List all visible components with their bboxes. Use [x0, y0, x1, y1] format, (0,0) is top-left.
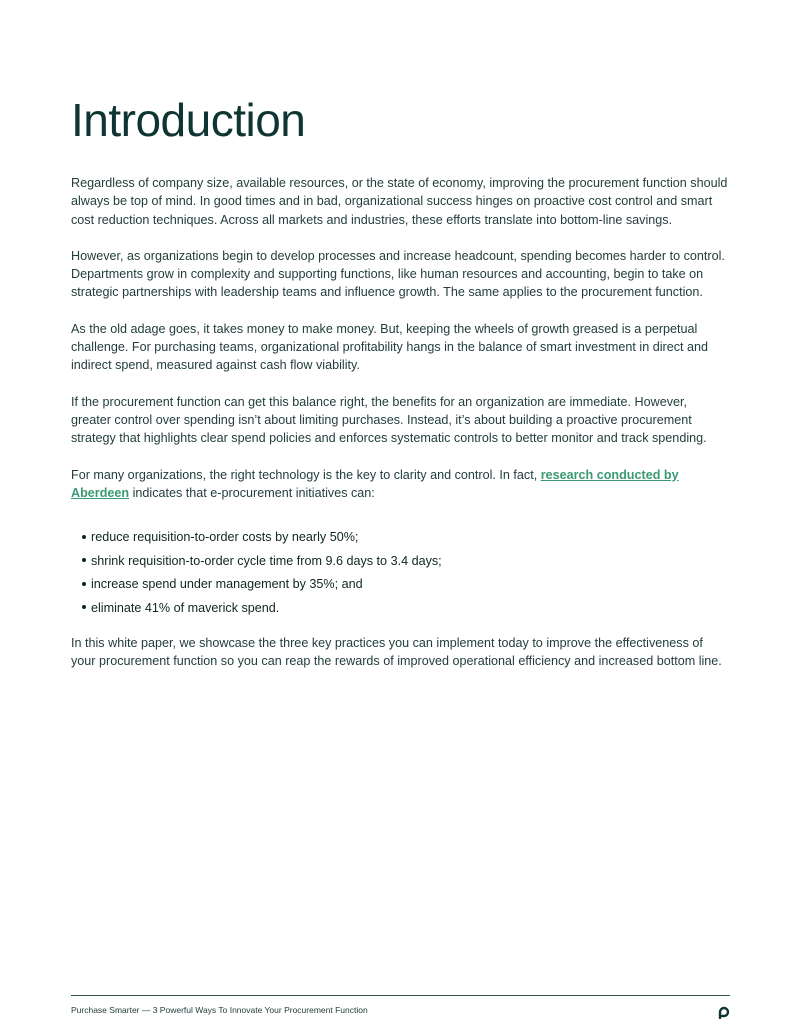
paragraph-5-lead: For many organizations, the right technology is the key to clarity and control. In fact,: [71, 467, 541, 482]
intro-paragraph-5: [71, 466, 730, 503]
list-item: [82, 597, 730, 621]
intro-paragraph-2: However, as organizations begin to develop processes and increase headcount, spending becomes harder to control. Departments grow in complexity and supporting functions, like human resources and accounting, begin to take on strategic partnerships with leadership teams and influence growth. The same applies to the procurement function.: [71, 248, 725, 300]
list-item: [82, 526, 730, 550]
list-item: [82, 550, 730, 574]
list-item: [82, 573, 730, 597]
bullet-icon: [82, 605, 86, 609]
intro-paragraph-6: In this white paper, we showcase the three key practices you can implement today to improve the effectiveness of your procurement function so you can reap the rewards of improved operational efficiency and increased bottom line.: [71, 636, 722, 669]
list-item-text: shrink requisition-to-order cycle time from 9.6 days to 3.4 days;: [91, 553, 442, 568]
intro-paragraph-4: If the procurement function can get this balance right, the benefits for an organization are immediate. However, greater control over spending isn’t about limiting purchases. Instead, it’s about building a proactive procurement strategy that highlights clear spend policies and enforces systematic controls to better monitor and track spending.: [71, 394, 707, 446]
intro-paragraph-1: Regardless of company size, available resources, or the state of economy, improving the procurement function should always be top of mind. In good times and in bad, organizational success hinges on proactive cost control and smart cost reduction techniques. Across all markets and industries, these efforts translate into bottom-line savings.: [71, 176, 728, 227]
body-text: [71, 174, 730, 689]
bullet-icon: [82, 558, 86, 562]
benefits-list: [71, 520, 730, 620]
intro-paragraph-3: As the old adage goes, it takes money to make money. But, keeping the wheels of growth greased is a perpetual challenge. For purchasing teams, organizational profitability hangs in the balance of smart investment in direct and indirect spend, measured against cash flow viability.: [71, 321, 709, 373]
list-item-text: eliminate 41% of maverick spend.: [91, 600, 280, 615]
bullet-icon: [82, 535, 86, 539]
bullet-icon: [82, 582, 86, 586]
footer-title: Purchase Smarter — 3 Powerful Ways To Innovate Your Procurement Function: [71, 1005, 368, 1015]
list-item-text: reduce requisition-to-order costs by nearly 50%;: [91, 530, 359, 545]
brand-logo-icon: [717, 1005, 731, 1019]
aberdeen-research-link[interactable]: research conducted by Aberdeen: [71, 467, 679, 500]
footer-divider: [71, 995, 730, 996]
list-item-text: increase spend under management by 35%; and: [91, 577, 363, 592]
page-title: Introduction: [71, 94, 306, 146]
paragraph-5-tail: indicates that e-procurement initiatives can:: [129, 485, 375, 500]
